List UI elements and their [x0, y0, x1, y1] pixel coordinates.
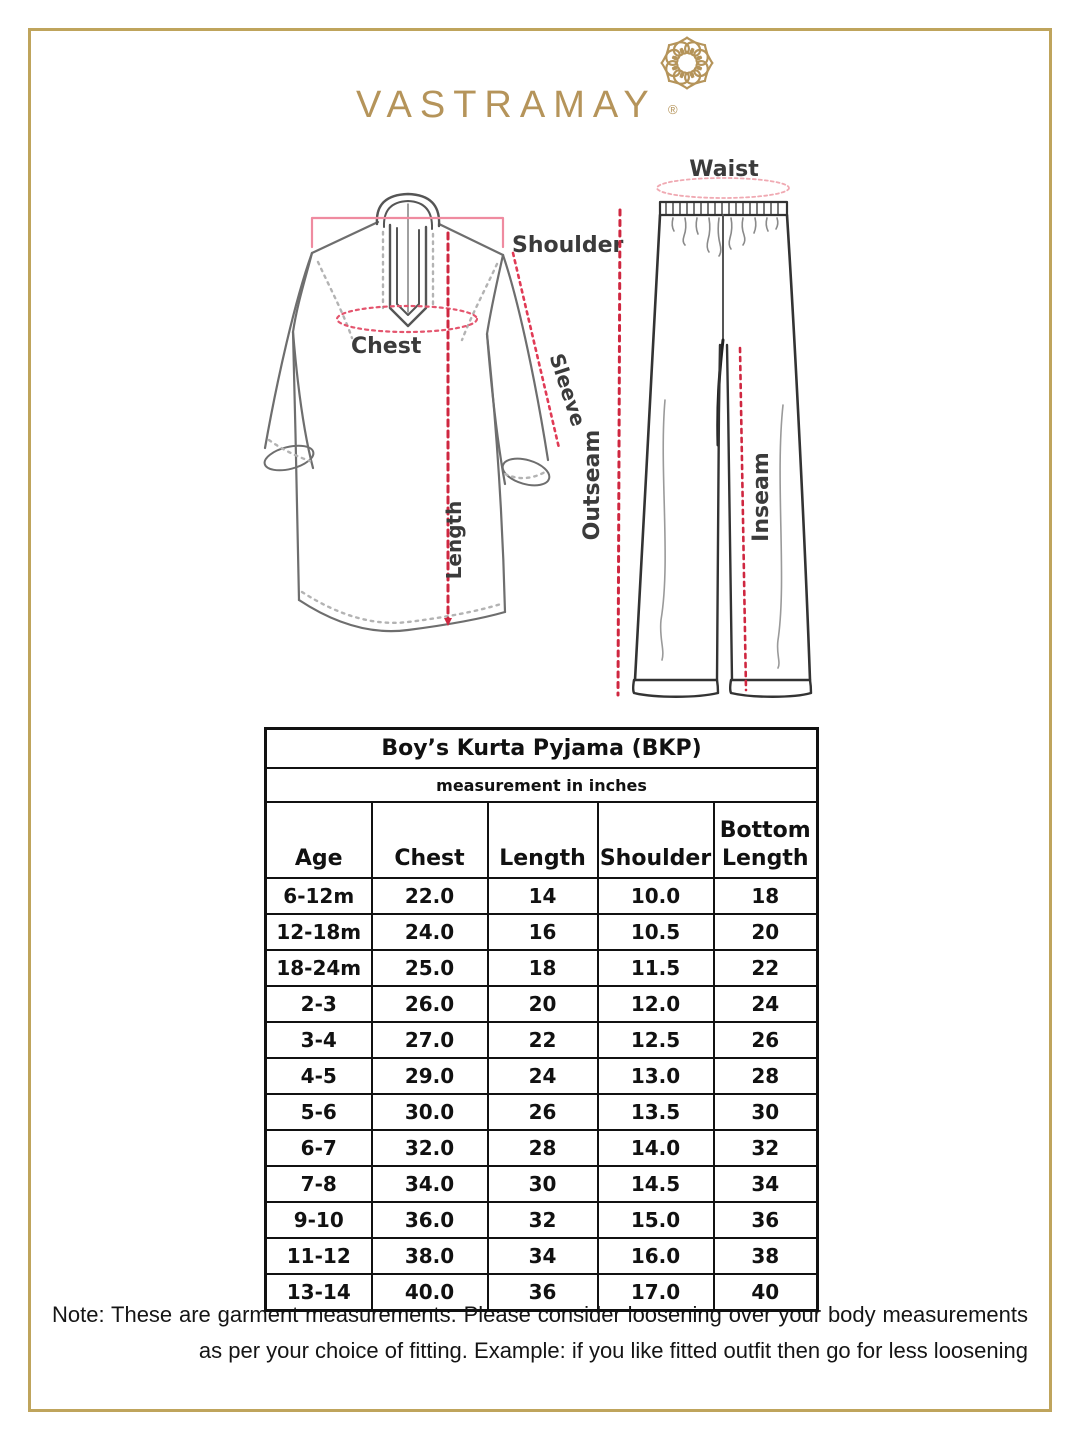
- size-cell: 28: [714, 1058, 818, 1094]
- size-cell: 2-3: [266, 986, 372, 1022]
- size-cell: 6-7: [266, 1130, 372, 1166]
- column-header-age: Age: [266, 802, 372, 878]
- table-row: [266, 1058, 818, 1094]
- table-subtitle: measurement in inches: [266, 768, 818, 802]
- size-cell: 16.0: [598, 1238, 714, 1274]
- registered-trademark: ®: [668, 102, 678, 117]
- brand-wordmark: VASTRAMAY: [356, 84, 657, 126]
- size-cell: 20: [488, 986, 598, 1022]
- shoulder-label: Shoulder: [512, 233, 624, 258]
- size-table-body: [266, 878, 818, 1311]
- table-row: [266, 1094, 818, 1130]
- size-cell: 24: [714, 986, 818, 1022]
- size-cell: 17.0: [598, 1274, 714, 1311]
- size-cell: 22: [714, 950, 818, 986]
- size-cell: 22.0: [372, 878, 488, 914]
- size-cell: 36: [714, 1202, 818, 1238]
- sleeve-measure-line: [513, 253, 559, 448]
- size-cell: 36: [488, 1274, 598, 1311]
- table-title: Boy’s Kurta Pyjama (BKP): [266, 729, 818, 769]
- size-cell: 22: [488, 1022, 598, 1058]
- size-cell: 30: [488, 1166, 598, 1202]
- outseam-measure-line: [618, 210, 620, 695]
- size-cell: 25.0: [372, 950, 488, 986]
- note-line-1: Note: These are garment measurements. Please consider loosening over your body measurements: [52, 1302, 1028, 1327]
- size-cell: 6-12m: [266, 878, 372, 914]
- column-header-bottom-length: Bottom Length: [714, 802, 818, 878]
- size-cell: 4-5: [266, 1058, 372, 1094]
- table-header-row: [266, 802, 818, 878]
- size-cell: 13.0: [598, 1058, 714, 1094]
- table-row: [266, 1130, 818, 1166]
- size-cell: 16: [488, 914, 598, 950]
- size-cell: 7-8: [266, 1166, 372, 1202]
- size-cell: 11.5: [598, 950, 714, 986]
- size-cell: 15.0: [598, 1202, 714, 1238]
- inseam-measure-line: [740, 348, 746, 690]
- size-cell: 12.5: [598, 1022, 714, 1058]
- size-cell: 14: [488, 878, 598, 914]
- table-row: [266, 1238, 818, 1274]
- size-cell: 30.0: [372, 1094, 488, 1130]
- column-header-length: Length: [488, 802, 598, 878]
- chest-measure-ellipse: [337, 306, 477, 332]
- size-cell: 34: [714, 1166, 818, 1202]
- note-line-2: as per your choice of fitting. Example: if you like fitted outfit then go for less loosening: [198, 1338, 1028, 1363]
- table-title-row: [266, 729, 818, 769]
- size-cell: 38: [714, 1238, 818, 1274]
- size-cell: 32.0: [372, 1130, 488, 1166]
- table-row: [266, 986, 818, 1022]
- table-row: [266, 1022, 818, 1058]
- size-cell: 18: [488, 950, 598, 986]
- table-row: [266, 914, 818, 950]
- size-cell: 12-18m: [266, 914, 372, 950]
- waist-label: Waist: [689, 157, 759, 182]
- size-cell: 13.5: [598, 1094, 714, 1130]
- table-row: [266, 1202, 818, 1238]
- kurta-diagram: [262, 194, 559, 631]
- size-chart-table: [264, 727, 819, 1312]
- measurement-note: [52, 1297, 1028, 1369]
- chest-label: Chest: [351, 334, 422, 359]
- size-cell: 10.5: [598, 914, 714, 950]
- garment-measurement-diagram: [225, 140, 965, 740]
- size-cell: 18-24m: [266, 950, 372, 986]
- size-cell: 14.5: [598, 1166, 714, 1202]
- size-cell: 3-4: [266, 1022, 372, 1058]
- size-cell: 20: [714, 914, 818, 950]
- inseam-label: Inseam: [749, 452, 774, 542]
- size-cell: 26.0: [372, 986, 488, 1022]
- size-cell: 24: [488, 1058, 598, 1094]
- size-cell: 40.0: [372, 1274, 488, 1311]
- size-cell: 11-12: [266, 1238, 372, 1274]
- size-cell: 32: [714, 1130, 818, 1166]
- size-cell: 24.0: [372, 914, 488, 950]
- size-cell: 28: [488, 1130, 598, 1166]
- pyjama-diagram: [618, 178, 811, 697]
- size-cell: 40: [714, 1274, 818, 1311]
- size-cell: 26: [488, 1094, 598, 1130]
- length-label: Length: [442, 500, 466, 580]
- size-cell: 14.0: [598, 1130, 714, 1166]
- size-cell: 32: [488, 1202, 598, 1238]
- table-row: [266, 1166, 818, 1202]
- size-cell: 5-6: [266, 1094, 372, 1130]
- size-cell: 9-10: [266, 1202, 372, 1238]
- size-cell: 34: [488, 1238, 598, 1274]
- sleeve-label: Sleeve: [544, 350, 591, 430]
- size-cell: 18: [714, 878, 818, 914]
- size-cell: 13-14: [266, 1274, 372, 1311]
- column-header-shoulder: Shoulder: [598, 802, 714, 878]
- size-cell: 26: [714, 1022, 818, 1058]
- size-cell: 36.0: [372, 1202, 488, 1238]
- column-header-chest: Chest: [372, 802, 488, 878]
- table-row: [266, 878, 818, 914]
- size-cell: 34.0: [372, 1166, 488, 1202]
- table-subtitle-row: [266, 768, 818, 802]
- size-cell: 29.0: [372, 1058, 488, 1094]
- size-cell: 12.0: [598, 986, 714, 1022]
- outseam-label: Outseam: [580, 429, 605, 541]
- size-cell: 27.0: [372, 1022, 488, 1058]
- table-row: [266, 950, 818, 986]
- size-cell: 30: [714, 1094, 818, 1130]
- brand-emblem-icon: [658, 34, 716, 92]
- size-cell: 38.0: [372, 1238, 488, 1274]
- size-cell: 10.0: [598, 878, 714, 914]
